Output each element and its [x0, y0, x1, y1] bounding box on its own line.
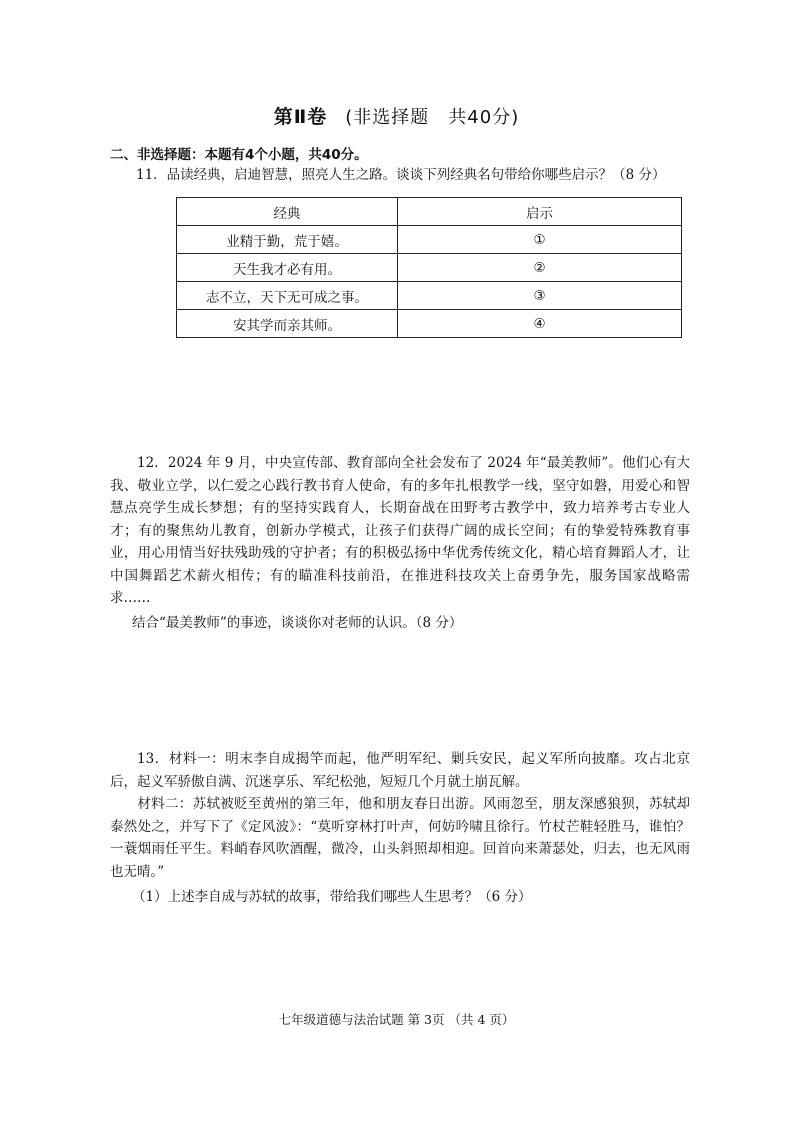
- table-row: [177, 254, 682, 282]
- question-12-material: [110, 452, 690, 610]
- table-header-insight: 启示: [398, 198, 682, 226]
- question-13-material-1: [110, 748, 690, 793]
- paper-title-subtitle: (非选择题 共40分): [345, 107, 520, 128]
- question-11-prompt: 11．品读经典，启迪智慧，照亮人生之路。谈谈下列经典名句带给你哪些启示？（8 分）: [136, 167, 666, 183]
- paper-title: [0, 102, 793, 129]
- table-row: [177, 310, 682, 338]
- table-cell-classic: 安其学而亲其师。: [177, 310, 398, 338]
- table-cell-classic: 天生我才必有用。: [177, 254, 398, 282]
- paper-title-main: 第Ⅱ卷: [273, 106, 328, 128]
- table-cell-insight: ③: [398, 282, 682, 310]
- table-cell-classic: 志不立，天下无可成之事。: [177, 282, 398, 310]
- question-13-material-2-text: 材料二：苏轼被贬至黄州的第三年，他和朋友春日出游。风雨忽至，朋友深感狼狈，苏轼却泰然处之，并写下了《定风波》：“莫听穿林打叶声，何妨吟啸且徐行。竹杖芒鞋轻胜马，谁怕？一蓑烟雨任平生。料峭春风吹酒醒，微冷，山头斜照却相迎。回首向来萧瑟处，归去，也无风雨也无晴。”: [110, 796, 690, 880]
- table-row: [177, 282, 682, 310]
- table-cell-insight: ④: [398, 310, 682, 338]
- question-13-material-2: [110, 793, 690, 883]
- question-13-material-1-text: 13．材料一：明末李自成揭竿而起，他严明军纪、剿兵安民，起义军所向披靡。攻占北京后，起义军骄傲自满、沉迷享乐、军纪松弛，短短几个月就土崩瓦解。: [110, 751, 690, 790]
- question-12-prompt: 结合“最美教师”的事迹，谈谈你对老师的认识。（8 分）: [132, 615, 463, 631]
- page-footer: 七年级道德与法治试题 第 3页 （共 4 页）: [278, 1012, 515, 1027]
- classics-table: [176, 197, 682, 338]
- section-heading: 二、非选择题：本题有4个小题，共40分。: [110, 147, 368, 163]
- table-header-row: [177, 198, 682, 226]
- table-cell-insight: ②: [398, 254, 682, 282]
- table-cell-classic: 业精于勤，荒于嬉。: [177, 226, 398, 254]
- table-cell-insight: ①: [398, 226, 682, 254]
- question-13-sub-1: （1）上述李自成与苏轼的故事，带给我们哪些人生思考？（6 分）: [132, 889, 532, 905]
- table-row: [177, 226, 682, 254]
- table-header-classic: 经典: [177, 198, 398, 226]
- question-12-material-text: 12．2024 年 9 月，中央宣传部、教育部向全社会发布了 2024 年“最美教师”。他们心有大我、敬业立学，以仁爱之心践行教书育人使命，有的多年扎根教学一线，坚守如磐，用爱心和智慧点亮学生成长梦想；有的坚持实践育人，长期奋战在田野考古教学中，致力培养考古专业人才；有的聚焦幼儿教育，创新办学模式，让孩子们获得广阔的成长空间；有的挚爱特殊教育事业，用心用情当好扶残助残的守护者；有的积极弘扬中华优秀传统文化，精心培育舞蹈人才，让中国舞蹈艺术薪火相传；有的瞄准科技前沿，在推进科技攻关上奋勇争先，服务国家战略需求……: [110, 455, 690, 606]
